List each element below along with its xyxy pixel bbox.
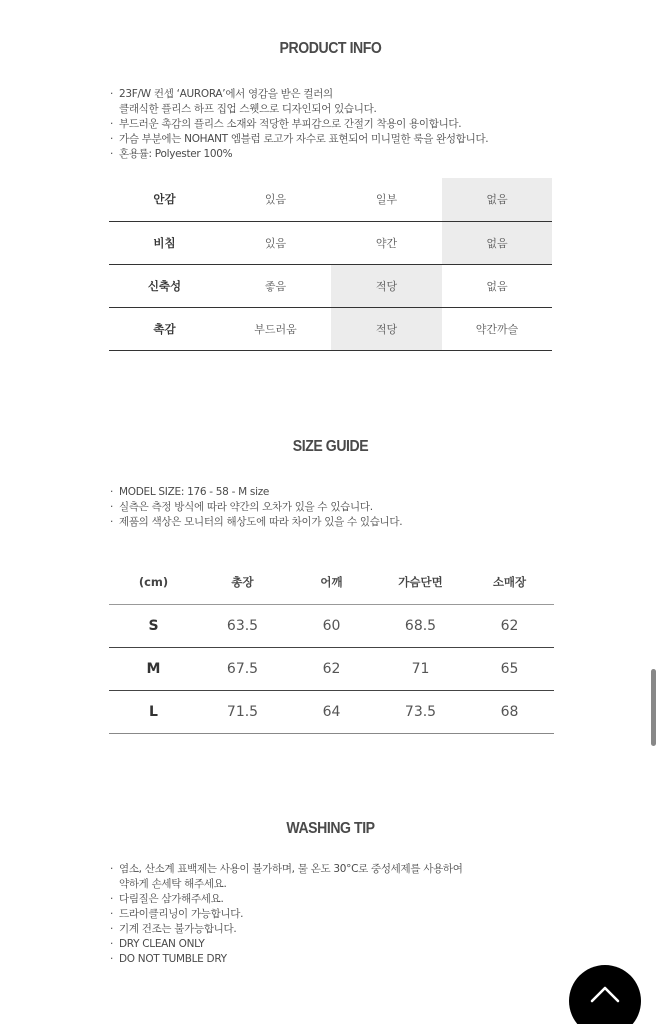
product-info-bullets: [110, 87, 488, 162]
table-cell: 60: [287, 604, 376, 647]
column-header-chest: 가슴단면: [376, 561, 465, 604]
row-label: 신축성: [109, 264, 220, 307]
bullet-item: · 제품의 색상은 모니터의 해상도에 따라 차이가 있을 수 있습니다.: [110, 516, 403, 528]
table-cell: 68: [465, 690, 554, 733]
table-row-lining: [109, 178, 552, 221]
column-header-shoulder: 어깨: [287, 561, 376, 604]
size-label: S: [109, 604, 198, 647]
table-row: [109, 604, 554, 647]
bullet-item: · DO NOT TUMBLE DRY: [110, 953, 227, 965]
bullet-item: · 실측은 측정 방식에 따라 약간의 오차가 있을 수 있습니다.: [110, 501, 373, 513]
option-cell-selected: 적당: [331, 307, 442, 350]
row-label: 비침: [109, 221, 220, 264]
table-cell: 63.5: [198, 604, 287, 647]
option-cell: 일부: [331, 178, 442, 221]
bullet-item: · DRY CLEAN ONLY: [110, 938, 205, 950]
bullet-item: · MODEL SIZE: 176 - 58 - M size: [110, 486, 270, 498]
table-cell: 71.5: [198, 690, 287, 733]
table-cell: 62: [465, 604, 554, 647]
row-label: 촉감: [109, 307, 220, 350]
option-cell: 좋음: [220, 264, 331, 307]
column-header-total-length: 총장: [198, 561, 287, 604]
bullet-item: · 드라이클리닝이 가능합니다.: [110, 908, 244, 920]
option-cell: 약간까슬: [442, 307, 552, 350]
table-row: [109, 647, 554, 690]
bullet-item: · 가슴 부분에는 NOHANT 엠블럼 로고가 자수로 표현되어 미니멀한 룩을 완성합니다.: [110, 133, 489, 145]
table-cell: 73.5: [376, 690, 465, 733]
table-row: [109, 690, 554, 733]
size-table: [109, 561, 554, 734]
table-cell: 71: [376, 647, 465, 690]
bullet-item: · 부드러운 촉감의 플리스 소재와 적당한 부피감으로 간절기 착용이 용이합니다.: [110, 118, 462, 130]
option-cell: 부드러움: [220, 307, 331, 350]
chevron-up-icon: [588, 977, 622, 1011]
size-guide-title: SIZE GUIDE: [292, 438, 369, 455]
option-cell: 있음: [220, 178, 331, 221]
table-cell: 67.5: [198, 647, 287, 690]
washing-tip-title: WASHING TIP: [286, 820, 375, 837]
bullet-item: · 다림질은 삼가해주세요.: [110, 893, 224, 905]
scrollbar-thumb[interactable]: [651, 669, 656, 746]
table-cell: 65: [465, 647, 554, 690]
option-cell: 없음: [442, 264, 552, 307]
fabric-feel-table: [109, 178, 552, 351]
table-row-texture: [109, 307, 552, 350]
column-header-unit: (cm): [109, 561, 198, 604]
table-cell: 62: [287, 647, 376, 690]
washing-tip-bullets: [110, 862, 463, 967]
column-header-sleeve: 소매장: [465, 561, 554, 604]
option-cell: 약간: [331, 221, 442, 264]
option-cell: 있음: [220, 221, 331, 264]
option-cell-selected: 적당: [331, 264, 442, 307]
scroll-to-top-button[interactable]: [569, 965, 641, 1024]
table-header-row: [109, 561, 554, 604]
table-row-sheerness: [109, 221, 552, 264]
bullet-item: · 염소, 산소계 표백제는 사용이 불가하며, 물 온도 30°C로 중성세제를 사용하여: [110, 863, 463, 875]
option-cell-selected: 없음: [442, 221, 552, 264]
table-row-stretch: [109, 264, 552, 307]
size-guide-bullets: [110, 485, 402, 530]
bullet-item: · 혼용률: Polyester 100%: [110, 148, 233, 160]
size-label: M: [109, 647, 198, 690]
bullet-item: · 23F/W 컨셉 ‘AURORA’에서 영감을 받은 컬러의: [110, 88, 333, 100]
product-info-title: PRODUCT INFO: [279, 40, 382, 57]
table-cell: 68.5: [376, 604, 465, 647]
option-cell-selected: 없음: [442, 178, 552, 221]
row-label: 안감: [109, 178, 220, 221]
table-cell: 64: [287, 690, 376, 733]
bullet-item: 약하게 손세탁 해주세요.: [119, 878, 227, 890]
bullet-item: 클래식한 플리스 하프 집업 스웻으로 디자인되어 있습니다.: [119, 103, 377, 115]
size-label: L: [109, 690, 198, 733]
bullet-item: · 기계 건조는 불가능합니다.: [110, 923, 237, 935]
